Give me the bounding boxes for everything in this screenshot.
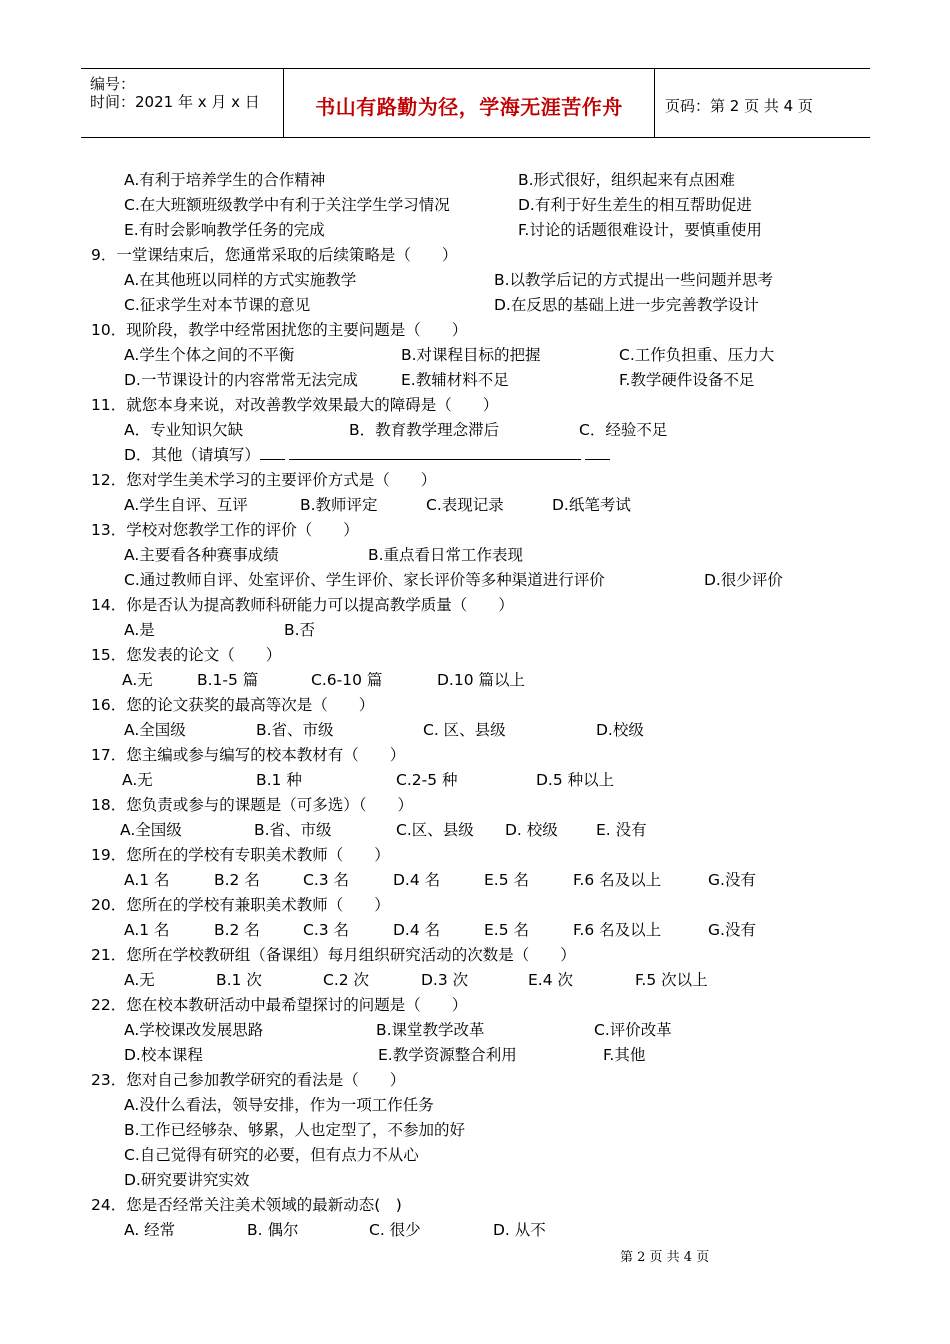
option-text: B.课堂教学改革 — [376, 1021, 485, 1039]
question-text: 11．就您本身来说，对改善教学效果最大的障碍是（ ） — [91, 396, 499, 414]
question-text: 18．您负责或参与的课题是（可多选）（ ） — [91, 796, 413, 814]
option-text: D.有利于好生差生的相互帮助促进 — [518, 196, 752, 214]
option-text: A.1 名 — [124, 921, 170, 939]
option-text: B.1 种 — [256, 771, 302, 789]
option-text: B. 偶尔 — [247, 1221, 299, 1239]
header-page-cell — [655, 69, 870, 137]
option-text: B.省、市级 — [254, 821, 332, 839]
option-text: B.以教学后记的方式提出一些问题并思考 — [494, 271, 774, 289]
option-text: B.重点看日常工作表现 — [368, 546, 524, 564]
header-motto-cell — [284, 69, 655, 137]
question-text: 10．现阶段，教学中经常困扰您的主要问题是（ ） — [91, 321, 468, 339]
option-text: A.学校课改发展思路 — [124, 1021, 264, 1039]
option-text: C. 很少 — [369, 1221, 421, 1239]
option-text: E.教学资源整合利用 — [378, 1046, 517, 1064]
option-text: D.一节课设计的内容常常无法完成 — [124, 371, 358, 389]
option-text: B.2 名 — [214, 921, 260, 939]
option-text: A.是 — [124, 621, 155, 639]
option-text: C.6-10 篇 — [311, 671, 383, 689]
option-text: D.4 名 — [393, 871, 441, 889]
option-text: C.2 次 — [323, 971, 370, 989]
option-text: C. 区、县级 — [423, 721, 506, 739]
option-text: D.10 篇以上 — [437, 671, 526, 689]
option-text: D.5 种以上 — [536, 771, 615, 789]
option-text: F.6 名及以上 — [573, 871, 662, 889]
question-text: 21．您所在学校教研组（备课组）每月组织研究活动的次数是（ ） — [91, 946, 576, 964]
option-text: B.1-5 篇 — [197, 671, 259, 689]
option-text: F.教学硬件设备不足 — [619, 371, 755, 389]
option-text: D.在反思的基础上进一步完善教学设计 — [494, 296, 759, 314]
option-text: F.6 名及以上 — [573, 921, 662, 939]
option-text: B.工作已经够杂、够累，人也定型了，不参加的好 — [124, 1121, 466, 1139]
option-text: D.校级 — [596, 721, 644, 739]
option-text: C.3 名 — [303, 871, 350, 889]
page-label: 页码：第 2 页 共 4 页 — [665, 97, 813, 115]
option-text: G.没有 — [708, 871, 756, 889]
option-text: A.全国级 — [124, 721, 186, 739]
option-text: C.征求学生对本节课的意见 — [124, 296, 311, 314]
header-info-cell — [81, 69, 284, 137]
other-fill-line — [124, 445, 610, 465]
option-text: E.4 次 — [528, 971, 574, 989]
page-footer: 第 2 页 共 4 页 — [620, 1250, 710, 1265]
option-text: D.4 名 — [393, 921, 441, 939]
option-text: A．专业知识欠缺 — [124, 421, 244, 439]
option-text: C.工作负担重、压力大 — [619, 346, 775, 364]
option-text: E.5 名 — [484, 871, 530, 889]
option-text: B.教师评定 — [300, 496, 378, 514]
option-text: D.很少评价 — [704, 571, 783, 589]
question-text: 23．您对自己参加教学研究的看法是（ ） — [91, 1071, 406, 1089]
option-text: C.自己觉得有研究的必要，但有点力不从心 — [124, 1146, 419, 1164]
option-text: C.区、县级 — [396, 821, 474, 839]
option-text: B．教育教学理念滞后 — [349, 421, 500, 439]
option-text: D.校本课程 — [124, 1046, 203, 1064]
option-text: A.无 — [122, 671, 153, 689]
option-text: A.没什么看法，领导安排，作为一项工作任务 — [124, 1096, 434, 1114]
option-text: F.讨论的话题很难设计，要慎重使用 — [518, 221, 762, 239]
option-text: C.2-5 种 — [396, 771, 458, 789]
option-text: F.其他 — [603, 1046, 646, 1064]
option-text: B.否 — [284, 621, 316, 639]
option-text: B.2 名 — [214, 871, 260, 889]
motto: 书山有路勤为径，学海无涯苦作舟 — [315, 95, 623, 119]
fill-blank-c[interactable] — [585, 445, 610, 460]
fill-blank-a[interactable] — [260, 445, 285, 460]
option-text: A.有利于培养学生的合作精神 — [124, 171, 326, 189]
option-text: B.省、市级 — [256, 721, 334, 739]
question-text: 17．您主编或参与编写的校本教材有（ ） — [91, 746, 406, 764]
option-text: B.对课程目标的把握 — [401, 346, 541, 364]
option-text: A.无 — [124, 971, 155, 989]
option-text: B.形式很好，组织起来有点困难 — [518, 171, 736, 189]
question-text: 9．一堂课结束后，您通常采取的后续策略是（ ） — [91, 246, 458, 264]
number-label: 编号： — [90, 75, 136, 93]
option-text: E. 没有 — [596, 821, 647, 839]
option-text: A.在其他班以同样的方式实施教学 — [124, 271, 357, 289]
option-text: C.表现记录 — [426, 496, 504, 514]
question-text: 15．您发表的论文（ ） — [91, 646, 282, 664]
option-text: D. 从不 — [493, 1221, 546, 1239]
question-text: 20．您所在的学校有兼职美术教师（ ） — [91, 896, 390, 914]
option-text: E.有时会影响教学任务的完成 — [124, 221, 325, 239]
time-label: 时间：2021 年 x 月 x 日 — [90, 93, 260, 111]
option-text: B.1 次 — [216, 971, 262, 989]
option-text: E.5 名 — [484, 921, 530, 939]
question-text: 22．您在校本教研活动中最希望探讨的问题是（ ） — [91, 996, 468, 1014]
option-text: F.5 次以上 — [635, 971, 708, 989]
option-text: C.3 名 — [303, 921, 350, 939]
option-text: A.主要看各种赛事成绩 — [124, 546, 279, 564]
question-text: 24．您是否经常关注美术领域的最新动态( ) — [91, 1196, 402, 1214]
option-text: D.纸笔考试 — [552, 496, 631, 514]
question-text: 13．学校对您教学工作的评价（ ） — [91, 521, 359, 539]
option-text: E.教辅材料不足 — [401, 371, 509, 389]
option-text: D.3 次 — [421, 971, 469, 989]
header-table — [81, 68, 870, 138]
option-text: C.在大班额班级教学中有利于关注学生学习情况 — [124, 196, 450, 214]
option-text: C．经验不足 — [579, 421, 668, 439]
option-text: D. 校级 — [505, 821, 558, 839]
option-text: C.评价改革 — [594, 1021, 672, 1039]
option-text: A.1 名 — [124, 871, 170, 889]
question-text: 19．您所在的学校有专职美术教师（ ） — [91, 846, 390, 864]
option-text: D.研究要讲究实效 — [124, 1171, 250, 1189]
option-text: A.无 — [122, 771, 153, 789]
fill-blank-b[interactable] — [289, 445, 581, 460]
option-text: G.没有 — [708, 921, 756, 939]
option-text: A.学生自评、互评 — [124, 496, 248, 514]
option-text: A.学生个体之间的不平衡 — [124, 346, 295, 364]
question-text: 14．你是否认为提高教师科研能力可以提高教学质量（ ） — [91, 596, 514, 614]
question-text: 12．您对学生美术学习的主要评价方式是（ ） — [91, 471, 437, 489]
option-text: A. 经常 — [124, 1221, 176, 1239]
question-text: 16．您的论文获奖的最高等次是（ ） — [91, 696, 375, 714]
option-text: A.全国级 — [120, 821, 182, 839]
other-label: D．其他（请填写） — [124, 446, 260, 464]
option-text: C.通过教师自评、处室评价、学生评价、家长评价等多种渠道进行评价 — [124, 571, 605, 589]
